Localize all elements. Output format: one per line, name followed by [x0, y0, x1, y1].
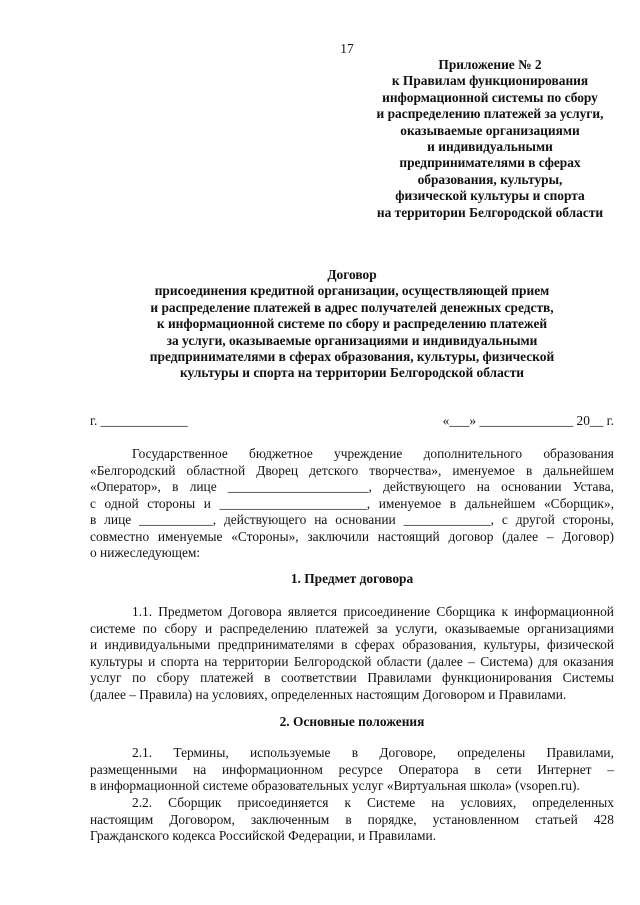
word: дополнительного [423, 446, 523, 461]
word: на [476, 479, 490, 494]
word: Правилами [367, 670, 432, 685]
word: на [204, 653, 218, 669]
word: системе [90, 620, 136, 636]
word: именуемое [452, 462, 515, 478]
word: соответствии [281, 670, 357, 685]
word: образования [543, 446, 614, 461]
word: и [203, 495, 211, 511]
appendix-line: и индивидуальными [427, 139, 553, 155]
appendix-line: к Правилам функционирования [391, 73, 589, 89]
word: сети [496, 761, 522, 777]
word: в [351, 745, 359, 760]
word: сбору [156, 670, 190, 685]
word: ______________________, [219, 495, 371, 511]
word: индивидуальными [104, 637, 211, 652]
word: договор [448, 528, 494, 544]
word: статьей [535, 811, 578, 827]
word: культуры, [483, 637, 540, 652]
word: территории [222, 653, 289, 669]
word: порядке, [367, 811, 417, 827]
word: Договоре, [379, 745, 437, 760]
word: присоединяется [237, 795, 329, 810]
contract-date: «___» ______________ 20__ г. [442, 413, 614, 428]
word: Договора [228, 604, 282, 619]
word: Сборщик [168, 795, 222, 810]
word: заключили [307, 528, 370, 544]
word: Оператора [398, 761, 459, 777]
word: 428 [593, 811, 614, 827]
title-line: предпринимателями в сферах образования, культуры, физической [149, 349, 555, 365]
text-line [90, 762, 614, 779]
word: – [607, 761, 614, 777]
word: Дворец [256, 462, 299, 478]
word: платежей [315, 620, 369, 636]
text-line [90, 463, 614, 480]
text-line [90, 604, 614, 621]
preamble-paragraph [90, 446, 614, 562]
word: именуемые [157, 528, 223, 544]
word: действующего [223, 512, 307, 527]
section-1-paragraph [90, 604, 614, 703]
text-line [90, 670, 614, 687]
text-line [90, 745, 614, 762]
word: Правилами, [546, 745, 614, 760]
word: в [264, 670, 271, 685]
contract-title [92, 267, 612, 382]
word: области [376, 653, 422, 669]
word: «Оператор», [90, 479, 161, 494]
appendix-line: на территории Белгородской области [376, 204, 604, 220]
word: – [546, 528, 554, 544]
word: за [376, 620, 388, 636]
word: распределению [219, 620, 308, 636]
word: организациями [527, 620, 614, 636]
title-line: культуры и спорта на территории Белгородской области [179, 365, 525, 381]
word: определены [457, 745, 526, 760]
word: в [90, 512, 97, 527]
word: _____________________, [227, 479, 372, 494]
word: (далее [502, 528, 539, 544]
word: услуги, [395, 620, 438, 636]
word: образования, [402, 637, 477, 652]
word: культуры [90, 653, 143, 669]
word: 2.2. [132, 795, 153, 810]
section-2-paragraph-1 [90, 745, 614, 795]
word: услуг [90, 670, 122, 685]
word: оказываемые [445, 620, 520, 636]
word: бюджетное [249, 446, 313, 461]
word: Термины, [173, 745, 229, 760]
word: действующего [383, 479, 466, 494]
text-line [90, 496, 614, 513]
word: совместно [90, 528, 150, 544]
title-line: присоединения кредитной организации, осуществляющей прием [154, 283, 550, 299]
word: _____________, [403, 512, 494, 527]
appendix-line: оказываемые организациями [400, 122, 580, 138]
page-number: 17 [340, 41, 354, 56]
word: информационной [514, 604, 614, 619]
word: размещенными [90, 761, 178, 777]
text-line [90, 812, 614, 829]
section-2-paragraph-2 [90, 795, 614, 845]
word: Системы [562, 670, 614, 685]
contract-place: г. _____________ [90, 413, 188, 428]
word: дальнейшем [543, 462, 614, 478]
word: в [172, 479, 179, 494]
place-date-row [90, 413, 614, 431]
word: именуемое [378, 495, 442, 511]
text-line: в информационной системе образовательных услуг «Виртуальная школа» (vsopen.ru). [90, 778, 580, 793]
word: Предметом [158, 604, 223, 619]
title-line: Договор [327, 267, 377, 282]
word: на [431, 795, 445, 810]
title-line: к информационной системе по сбору и распределению платежей [156, 316, 548, 332]
word: платежей [200, 670, 254, 685]
word: на [314, 512, 328, 527]
text-line [90, 637, 614, 654]
word: ресурсе [338, 761, 383, 777]
word: детского [309, 462, 359, 478]
word: в [449, 495, 457, 511]
word: к [344, 795, 351, 810]
word: лице [189, 479, 217, 494]
word: областной [186, 462, 246, 478]
word: «Белгородский [90, 462, 176, 478]
text-line: (далее – Правила) на условиях, определенных настоящим Договором и Правилами. [90, 686, 567, 702]
word: с [90, 495, 96, 511]
word: Договором, [169, 811, 235, 827]
word: лице [104, 512, 132, 527]
word: в [345, 811, 352, 827]
word: присоединение [343, 604, 431, 619]
word: творчества», [369, 462, 442, 478]
word: определенных [532, 795, 614, 810]
word: стороны [147, 495, 196, 511]
word: в [525, 462, 533, 478]
word: информационном [222, 761, 323, 777]
text-line: Гражданского кодекса Российской Федерации, и Правилами. [90, 828, 437, 843]
word: сбору [164, 620, 198, 636]
text-line [90, 512, 614, 529]
text-line [90, 621, 614, 638]
text-line [90, 654, 614, 671]
word: физической [547, 637, 614, 652]
section-1-heading: 1. Предмет договора [290, 571, 414, 586]
word: Белгородской [293, 653, 372, 669]
text-line [90, 446, 614, 463]
text-line: о нижеследующем: [90, 545, 201, 560]
word: «Стороны», [231, 528, 299, 544]
word: 1.1. [132, 604, 153, 619]
appendix-line: Приложение № 2 [438, 57, 542, 72]
word: к [501, 604, 509, 619]
title-line: за услуги, оказываемые организациями и индивидуальными [166, 332, 538, 348]
word: ___________, [139, 512, 217, 527]
word: на [193, 761, 207, 777]
word: одной [104, 495, 139, 511]
word: другой [515, 512, 555, 527]
word: Система) [480, 653, 533, 669]
word: является [287, 604, 338, 619]
word: и [148, 653, 156, 669]
word: заключенным [250, 811, 330, 827]
appendix-header [355, 57, 625, 221]
word: с [501, 512, 508, 527]
word: основании [501, 479, 562, 494]
word: основании [335, 512, 396, 527]
word: спорта [160, 653, 199, 669]
appendix-line: образования, культуры, [417, 171, 563, 187]
appendix-line: информационной системы по сбору [382, 89, 598, 105]
word: функционирования [442, 670, 553, 685]
section-2-heading: 2. Основные положения [279, 714, 425, 729]
word: (далее [426, 653, 463, 669]
title-line: и распределение платежей в адрес получателей денежных средств, [150, 299, 554, 315]
word: для [538, 653, 558, 669]
word: Государственное [132, 446, 228, 461]
word: Договор) [562, 528, 614, 544]
text-line [90, 529, 614, 546]
text-line [90, 795, 614, 812]
word: оказания [563, 653, 614, 669]
word: в [341, 637, 348, 652]
word: дальнейшем [464, 495, 536, 511]
word: Интернет [537, 761, 592, 777]
word: установленном [432, 811, 520, 827]
word: и [204, 620, 213, 636]
appendix-line: и распределению платежей за услуги, [376, 106, 604, 122]
text-line [90, 479, 614, 496]
word: сферах [354, 637, 395, 652]
appendix-line: предпринимателями в сферах [399, 155, 581, 171]
word: Сборщика [436, 604, 496, 619]
word: настоящим [90, 811, 154, 827]
word: учреждение [334, 446, 403, 461]
word: условиях, [460, 795, 517, 810]
word: по [142, 620, 157, 636]
word: Системе [367, 795, 416, 810]
word: – [468, 653, 475, 669]
word: используемые [249, 745, 331, 760]
word: 2.1. [132, 745, 153, 760]
appendix-line: физической культуры и спорта [395, 188, 585, 204]
word: Устава, [572, 479, 614, 494]
word: «Сборщик», [543, 495, 614, 511]
word: по [132, 670, 146, 685]
word: стороны, [562, 512, 614, 527]
word: в [474, 761, 481, 777]
word: и [90, 637, 98, 652]
word: настоящий [377, 528, 440, 544]
word: предпринимателями [217, 637, 334, 652]
